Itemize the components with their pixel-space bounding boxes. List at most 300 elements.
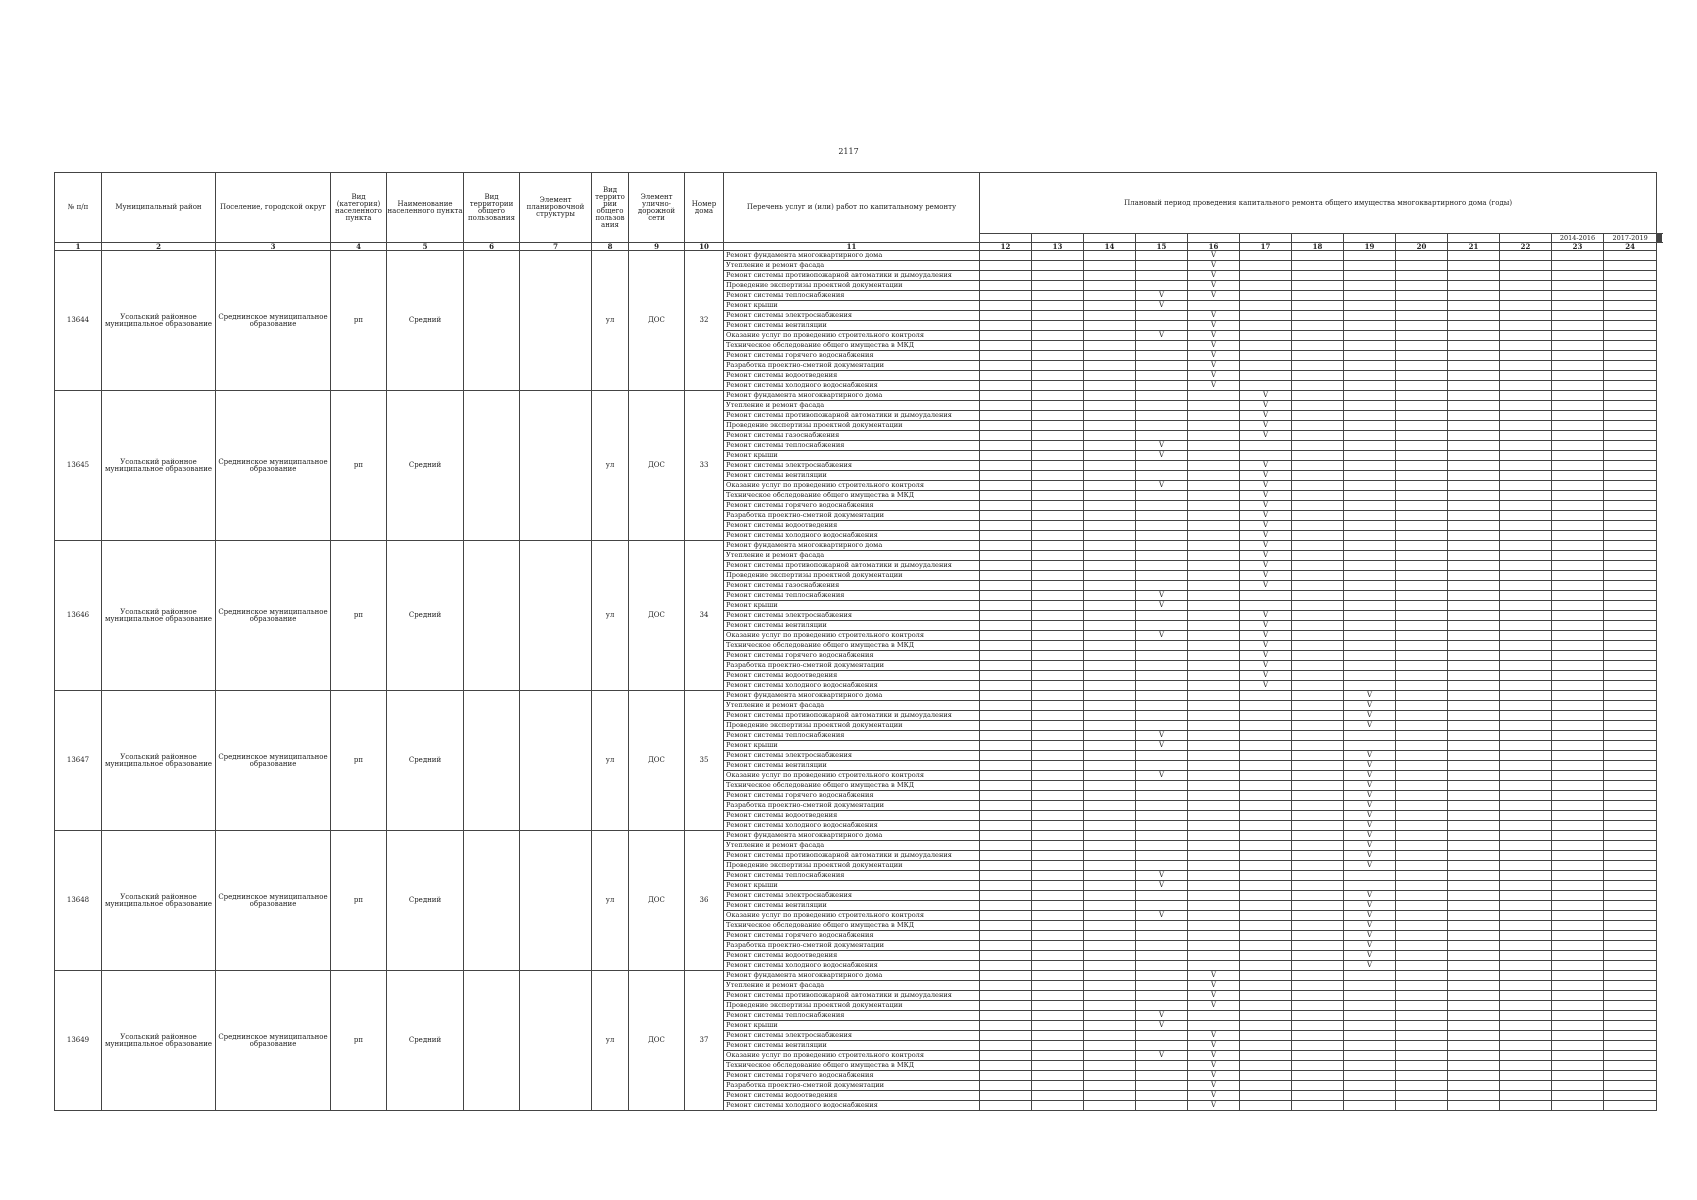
period-cell bbox=[1240, 741, 1292, 751]
mark-cell: V bbox=[1188, 1041, 1240, 1051]
period-cell bbox=[1500, 711, 1552, 721]
period-cell bbox=[1188, 541, 1240, 551]
record-number: 13644 bbox=[55, 251, 102, 391]
period-cell bbox=[1552, 611, 1604, 621]
period-cell bbox=[1240, 1041, 1292, 1051]
period-cell bbox=[1292, 681, 1344, 691]
period-cell bbox=[1084, 431, 1136, 441]
period-cell bbox=[1240, 1031, 1292, 1041]
period-cell bbox=[1084, 1041, 1136, 1051]
work-item: Ремонт системы холодного водоснабжения bbox=[724, 961, 980, 971]
period-cell bbox=[1240, 441, 1292, 451]
period-cell bbox=[1188, 731, 1240, 741]
period-cell bbox=[1240, 301, 1292, 311]
period-cell bbox=[1552, 251, 1604, 261]
period-cell bbox=[980, 791, 1032, 801]
period-cell bbox=[980, 1001, 1032, 1011]
page-number: 2117 bbox=[838, 147, 859, 156]
period-cell bbox=[1552, 601, 1604, 611]
period-cell bbox=[1500, 481, 1552, 491]
period-cell bbox=[1344, 671, 1396, 681]
period-cell bbox=[1136, 891, 1188, 901]
period-cell bbox=[1552, 441, 1604, 451]
work-item: Ремонт системы теплоснабжения bbox=[724, 871, 980, 881]
period-cell bbox=[1032, 981, 1084, 991]
period-cell bbox=[1240, 281, 1292, 291]
period-cell bbox=[1136, 321, 1188, 331]
territory bbox=[464, 971, 520, 1111]
period-cell bbox=[1084, 951, 1136, 961]
period-cell bbox=[980, 281, 1032, 291]
period-cell bbox=[1552, 1011, 1604, 1021]
period-cell bbox=[1240, 781, 1292, 791]
period-cell bbox=[1396, 801, 1448, 811]
period-cell bbox=[1396, 1051, 1448, 1061]
period-cell bbox=[1500, 821, 1552, 831]
period-cell bbox=[1500, 781, 1552, 791]
period-cell bbox=[1344, 1091, 1396, 1101]
column-number: 4 bbox=[331, 243, 387, 251]
locality: Средний bbox=[387, 971, 464, 1111]
street: ДОС bbox=[629, 831, 685, 971]
period-cell bbox=[1084, 461, 1136, 471]
period-cell bbox=[1188, 791, 1240, 801]
period-cell bbox=[1136, 661, 1188, 671]
column-number: 22 bbox=[1500, 243, 1552, 251]
period-cell bbox=[980, 711, 1032, 721]
period-cell bbox=[1500, 841, 1552, 851]
period-cell bbox=[1292, 961, 1344, 971]
period-cell bbox=[1084, 391, 1136, 401]
period-cell bbox=[1396, 411, 1448, 421]
mark-cell: V bbox=[1240, 391, 1292, 401]
mark-cell: V bbox=[1240, 571, 1292, 581]
period-cell bbox=[1292, 611, 1344, 621]
period-cell bbox=[1344, 401, 1396, 411]
period-cell bbox=[1032, 741, 1084, 751]
period-cell bbox=[1604, 911, 1657, 921]
period-cell bbox=[1396, 291, 1448, 301]
period-cell bbox=[1188, 721, 1240, 731]
period-cell bbox=[1448, 551, 1500, 561]
period-cell bbox=[1292, 561, 1344, 571]
mark-cell: V bbox=[1188, 1091, 1240, 1101]
period-cell bbox=[1396, 511, 1448, 521]
period-cell bbox=[1604, 1071, 1657, 1081]
period-cell bbox=[1396, 541, 1448, 551]
period-cell bbox=[1604, 801, 1657, 811]
period-cell bbox=[1136, 721, 1188, 731]
period-cell bbox=[980, 771, 1032, 781]
period-cell bbox=[1188, 861, 1240, 871]
period-cell bbox=[1292, 751, 1344, 761]
period-cell bbox=[1552, 511, 1604, 521]
period-cell bbox=[1292, 1041, 1344, 1051]
period-cell bbox=[1448, 1031, 1500, 1041]
period-cell bbox=[1032, 451, 1084, 461]
period-cell bbox=[1552, 311, 1604, 321]
period-cell bbox=[1344, 521, 1396, 531]
work-item: Ремонт системы противопожарной автоматики и дымоудаления bbox=[724, 411, 980, 421]
work-item: Ремонт системы водоотведения bbox=[724, 811, 980, 821]
period-cell bbox=[1604, 251, 1657, 261]
street-type: ул bbox=[592, 831, 629, 971]
period-cell bbox=[1136, 921, 1188, 931]
period-cell bbox=[1344, 881, 1396, 891]
period-cell bbox=[1500, 561, 1552, 571]
period-cell bbox=[1032, 921, 1084, 931]
period-cell bbox=[1500, 831, 1552, 841]
period-cell bbox=[1604, 511, 1657, 521]
period-cell bbox=[1448, 771, 1500, 781]
mark-cell: V bbox=[1136, 291, 1188, 301]
period-cell bbox=[1604, 1091, 1657, 1101]
period-cell bbox=[1604, 671, 1657, 681]
period-cell bbox=[980, 361, 1032, 371]
year-header: 2017-2019 bbox=[1604, 234, 1657, 243]
mark-cell: V bbox=[1344, 791, 1396, 801]
period-cell bbox=[1032, 401, 1084, 411]
period-cell bbox=[980, 891, 1032, 901]
period-cell bbox=[1240, 591, 1292, 601]
period-cell bbox=[1292, 381, 1344, 391]
planning-element bbox=[520, 541, 592, 691]
period-cell bbox=[1500, 341, 1552, 351]
work-item: Ремонт системы горячего водоснабжения bbox=[724, 351, 980, 361]
period-cell bbox=[1448, 381, 1500, 391]
period-cell bbox=[1084, 331, 1136, 341]
period-cell bbox=[1032, 601, 1084, 611]
period-cell bbox=[1188, 531, 1240, 541]
period-cell bbox=[1500, 951, 1552, 961]
period-cell bbox=[1396, 861, 1448, 871]
period-cell bbox=[1552, 1041, 1604, 1051]
period-cell bbox=[1032, 481, 1084, 491]
period-cell bbox=[1500, 751, 1552, 761]
settlement: Среднинское муниципальное образование bbox=[216, 391, 331, 541]
work-item: Проведение экспертизы проектной документации bbox=[724, 421, 980, 431]
column-number: 10 bbox=[685, 243, 724, 251]
period-cell bbox=[1396, 421, 1448, 431]
period-cell bbox=[1552, 331, 1604, 341]
period-cell bbox=[1500, 311, 1552, 321]
period-cell bbox=[1084, 871, 1136, 881]
category: рп bbox=[331, 691, 387, 831]
mark-cell: V bbox=[1136, 911, 1188, 921]
period-cell bbox=[1604, 541, 1657, 551]
period-cell bbox=[1136, 411, 1188, 421]
period-cell bbox=[1084, 531, 1136, 541]
district: Усольский районное муниципальное образование bbox=[102, 831, 216, 971]
period-cell bbox=[1396, 721, 1448, 731]
period-cell bbox=[980, 421, 1032, 431]
period-cell bbox=[1552, 381, 1604, 391]
period-cell bbox=[1240, 991, 1292, 1001]
mark-cell: V bbox=[1240, 611, 1292, 621]
period-cell bbox=[1604, 641, 1657, 651]
period-cell bbox=[1396, 1021, 1448, 1031]
period-cell bbox=[1292, 601, 1344, 611]
period-cell bbox=[1136, 781, 1188, 791]
period-cell bbox=[980, 1011, 1032, 1021]
mark-cell: V bbox=[1188, 1071, 1240, 1081]
period-cell bbox=[1188, 781, 1240, 791]
mark-cell: V bbox=[1344, 901, 1396, 911]
period-cell bbox=[1240, 981, 1292, 991]
period-cell bbox=[1604, 311, 1657, 321]
period-cell bbox=[1084, 711, 1136, 721]
period-cell bbox=[1552, 261, 1604, 271]
period-cell bbox=[1500, 941, 1552, 951]
period-cell bbox=[1344, 391, 1396, 401]
period-cell bbox=[1292, 411, 1344, 421]
period-cell bbox=[980, 511, 1032, 521]
work-item: Ремонт системы холодного водоснабжения bbox=[724, 681, 980, 691]
period-cell bbox=[1032, 771, 1084, 781]
period-cell bbox=[1552, 421, 1604, 431]
locality: Средний bbox=[387, 831, 464, 971]
years-row-spacer bbox=[1396, 234, 1448, 243]
period-cell bbox=[1448, 511, 1500, 521]
period-cell bbox=[1188, 761, 1240, 771]
period-cell bbox=[1396, 321, 1448, 331]
period-cell bbox=[980, 331, 1032, 341]
period-cell bbox=[1084, 961, 1136, 971]
period-cell bbox=[1500, 901, 1552, 911]
period-cell bbox=[1032, 441, 1084, 451]
period-cell bbox=[1084, 561, 1136, 571]
period-cell bbox=[1396, 901, 1448, 911]
period-cell bbox=[1084, 451, 1136, 461]
period-cell bbox=[1136, 1081, 1188, 1091]
period-cell bbox=[1448, 1081, 1500, 1091]
period-cell bbox=[1552, 471, 1604, 481]
period-cell bbox=[1552, 361, 1604, 371]
work-item: Техническое обследование общего имущества в МКД bbox=[724, 341, 980, 351]
period-cell bbox=[1448, 731, 1500, 741]
work-item: Ремонт системы холодного водоснабжения bbox=[724, 531, 980, 541]
period-cell bbox=[1032, 531, 1084, 541]
column-number: 23 bbox=[1552, 243, 1604, 251]
mark-cell: V bbox=[1344, 891, 1396, 901]
period-cell bbox=[1240, 791, 1292, 801]
period-cell bbox=[980, 641, 1032, 651]
period-cell bbox=[1552, 301, 1604, 311]
period-cell bbox=[980, 1091, 1032, 1101]
period-cell bbox=[1032, 461, 1084, 471]
period-cell bbox=[1240, 1091, 1292, 1101]
work-item: Ремонт системы вентиляции bbox=[724, 761, 980, 771]
period-cell bbox=[1604, 971, 1657, 981]
period-cell bbox=[1604, 931, 1657, 941]
period-cell bbox=[1032, 681, 1084, 691]
period-cell bbox=[1032, 941, 1084, 951]
period-cell bbox=[1396, 251, 1448, 261]
period-cell bbox=[1396, 831, 1448, 841]
mark-cell: V bbox=[1240, 621, 1292, 631]
period-cell bbox=[1292, 491, 1344, 501]
period-cell bbox=[1084, 841, 1136, 851]
period-cell bbox=[1240, 801, 1292, 811]
period-cell bbox=[1292, 641, 1344, 651]
period-cell bbox=[1084, 861, 1136, 871]
work-item: Ремонт системы вентиляции bbox=[724, 621, 980, 631]
period-cell bbox=[1500, 251, 1552, 261]
house-number: 35 bbox=[685, 691, 724, 831]
period-cell bbox=[1448, 1041, 1500, 1051]
mark-cell: V bbox=[1136, 601, 1188, 611]
mark-cell: V bbox=[1240, 511, 1292, 521]
period-cell bbox=[1136, 961, 1188, 971]
period-cell bbox=[1032, 321, 1084, 331]
period-cell bbox=[1552, 1061, 1604, 1071]
mark-cell: V bbox=[1136, 731, 1188, 741]
period-cell bbox=[1136, 1091, 1188, 1101]
period-cell bbox=[1084, 301, 1136, 311]
period-cell bbox=[1396, 501, 1448, 511]
column-number: 15 bbox=[1136, 243, 1188, 251]
period-cell bbox=[1188, 621, 1240, 631]
period-cell bbox=[1500, 931, 1552, 941]
period-cell bbox=[1136, 951, 1188, 961]
period-cell bbox=[1552, 981, 1604, 991]
period-cell bbox=[1032, 1011, 1084, 1021]
period-cell bbox=[1240, 251, 1292, 261]
period-cell bbox=[1084, 881, 1136, 891]
period-cell bbox=[1396, 981, 1448, 991]
period-cell bbox=[1084, 851, 1136, 861]
period-cell bbox=[1136, 1001, 1188, 1011]
capital-repair-table bbox=[54, 172, 1662, 1111]
period-cell bbox=[1084, 1021, 1136, 1031]
period-cell bbox=[1448, 351, 1500, 361]
district: Усольский районное муниципальное образование bbox=[102, 391, 216, 541]
period-cell bbox=[1136, 491, 1188, 501]
district: Усольский районное муниципальное образование bbox=[102, 251, 216, 391]
period-cell bbox=[1448, 631, 1500, 641]
period-cell bbox=[1136, 341, 1188, 351]
period-cell bbox=[1032, 251, 1084, 261]
period-cell bbox=[1240, 731, 1292, 741]
work-item: Ремонт системы электроснабжения bbox=[724, 891, 980, 901]
period-cell bbox=[1500, 631, 1552, 641]
mark-cell: V bbox=[1136, 741, 1188, 751]
period-cell bbox=[1448, 751, 1500, 761]
years-row-spacer bbox=[1032, 234, 1084, 243]
period-cell bbox=[1136, 261, 1188, 271]
mark-cell: V bbox=[1240, 491, 1292, 501]
period-cell bbox=[1084, 311, 1136, 321]
period-cell bbox=[1292, 331, 1344, 341]
mark-cell: V bbox=[1136, 591, 1188, 601]
period-cell bbox=[1292, 971, 1344, 981]
period-cell bbox=[1240, 1081, 1292, 1091]
work-item: Оказание услуг по проведению строительного контроля bbox=[724, 911, 980, 921]
period-cell bbox=[1448, 261, 1500, 271]
period-cell bbox=[1500, 321, 1552, 331]
period-cell bbox=[980, 431, 1032, 441]
period-cell bbox=[1292, 701, 1344, 711]
mark-cell: V bbox=[1136, 441, 1188, 451]
period-cell bbox=[1136, 701, 1188, 711]
period-cell bbox=[1396, 581, 1448, 591]
period-cell bbox=[1136, 1041, 1188, 1051]
mark-cell: V bbox=[1188, 971, 1240, 981]
period-cell bbox=[1604, 531, 1657, 541]
mark-cell: V bbox=[1344, 771, 1396, 781]
period-cell bbox=[1188, 561, 1240, 571]
period-cell bbox=[1344, 1061, 1396, 1071]
period-cell bbox=[980, 981, 1032, 991]
period-cell bbox=[1552, 621, 1604, 631]
mark-cell: V bbox=[1136, 1011, 1188, 1021]
period-cell bbox=[1292, 981, 1344, 991]
period-cell bbox=[1136, 841, 1188, 851]
period-cell bbox=[1604, 441, 1657, 451]
period-cell bbox=[1240, 851, 1292, 861]
period-cell bbox=[1292, 511, 1344, 521]
period-cell bbox=[1344, 641, 1396, 651]
period-cell bbox=[1396, 261, 1448, 271]
period-cell bbox=[980, 591, 1032, 601]
period-cell bbox=[1500, 521, 1552, 531]
period-cell bbox=[1084, 351, 1136, 361]
period-cell bbox=[1604, 631, 1657, 641]
years-row-spacer bbox=[1500, 234, 1552, 243]
period-cell bbox=[1604, 611, 1657, 621]
period-cell bbox=[1448, 671, 1500, 681]
period-cell bbox=[1032, 371, 1084, 381]
period-cell bbox=[1604, 731, 1657, 741]
period-cell bbox=[1604, 481, 1657, 491]
period-cell bbox=[1448, 451, 1500, 461]
period-cell bbox=[980, 351, 1032, 361]
period-cell bbox=[1032, 391, 1084, 401]
period-cell bbox=[1604, 691, 1657, 701]
period-cell bbox=[1188, 391, 1240, 401]
period-cell bbox=[1136, 271, 1188, 281]
work-item: Ремонт системы теплоснабжения bbox=[724, 291, 980, 301]
mark-cell: V bbox=[1188, 381, 1240, 391]
period-cell bbox=[1448, 531, 1500, 541]
period-cell bbox=[1344, 491, 1396, 501]
record-number: 13645 bbox=[55, 391, 102, 541]
period-cell bbox=[1292, 901, 1344, 911]
period-cell bbox=[1136, 801, 1188, 811]
period-cell bbox=[1084, 731, 1136, 741]
mark-cell: V bbox=[1344, 761, 1396, 771]
period-cell bbox=[1396, 281, 1448, 291]
period-cell bbox=[1448, 711, 1500, 721]
period-cell bbox=[1084, 251, 1136, 261]
period-cell bbox=[1188, 481, 1240, 491]
period-cell bbox=[1292, 431, 1344, 441]
period-cell bbox=[1396, 381, 1448, 391]
period-cell bbox=[1084, 811, 1136, 821]
period-cell bbox=[980, 701, 1032, 711]
period-cell bbox=[980, 621, 1032, 631]
period-cell bbox=[1188, 501, 1240, 511]
period-cell bbox=[1396, 1011, 1448, 1021]
period-cell bbox=[1032, 911, 1084, 921]
period-cell bbox=[980, 671, 1032, 681]
period-cell bbox=[1032, 801, 1084, 811]
period-cell bbox=[1552, 851, 1604, 861]
period-cell bbox=[1084, 421, 1136, 431]
house-number: 36 bbox=[685, 831, 724, 971]
period-cell bbox=[1396, 671, 1448, 681]
period-cell bbox=[980, 941, 1032, 951]
